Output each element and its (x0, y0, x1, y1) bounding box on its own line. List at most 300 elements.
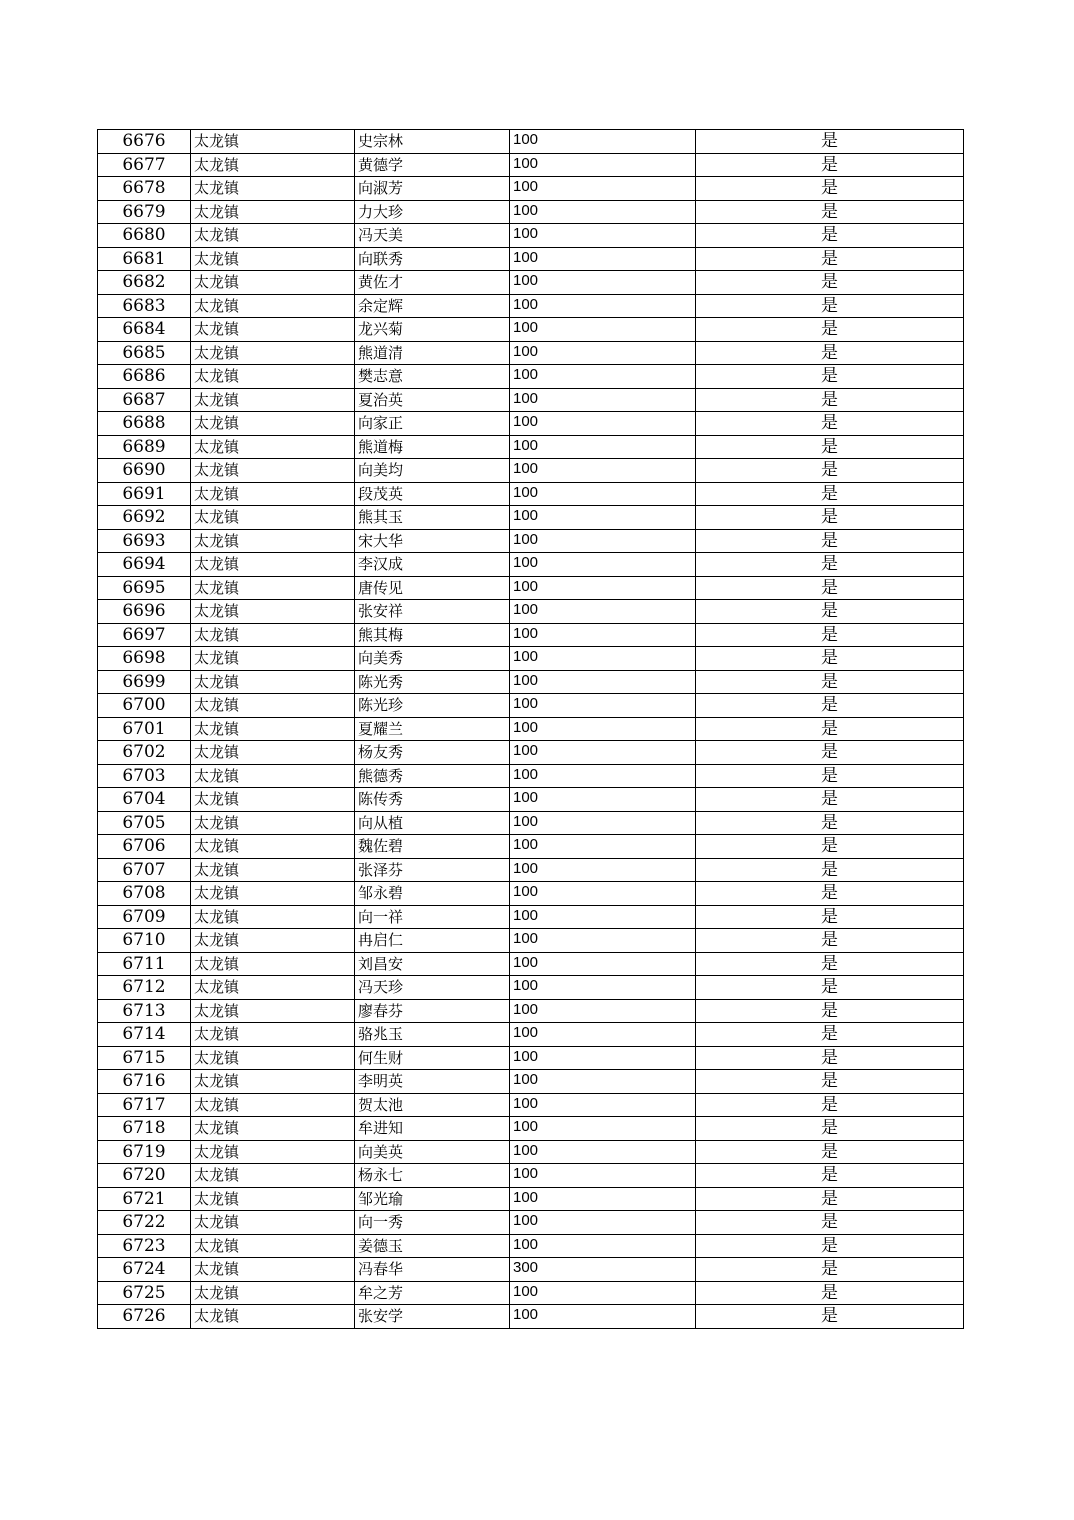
flag-cell: 是 (696, 177, 964, 201)
table-row (98, 647, 964, 671)
amount-cell: 100 (510, 976, 696, 1000)
amount-cell: 100 (510, 576, 696, 600)
row-number-cell: 6706 (98, 835, 191, 859)
name-cell: 向一祥 (355, 905, 510, 929)
town-cell: 太龙镇 (191, 1187, 355, 1211)
town-cell: 太龙镇 (191, 647, 355, 671)
table-row (98, 177, 964, 201)
row-number-cell: 6692 (98, 506, 191, 530)
row-number-cell: 6676 (98, 130, 191, 154)
amount-cell: 100 (510, 929, 696, 953)
amount-cell: 100 (510, 153, 696, 177)
town-cell: 太龙镇 (191, 717, 355, 741)
name-cell: 廖春芬 (355, 999, 510, 1023)
flag-cell: 是 (696, 1093, 964, 1117)
flag-cell: 是 (696, 905, 964, 929)
table-row (98, 200, 964, 224)
table-row (98, 788, 964, 812)
table-row (98, 529, 964, 553)
flag-cell: 是 (696, 1281, 964, 1305)
row-number-cell: 6721 (98, 1187, 191, 1211)
flag-cell: 是 (696, 365, 964, 389)
name-cell: 邹永碧 (355, 882, 510, 906)
row-number-cell: 6713 (98, 999, 191, 1023)
table-row (98, 318, 964, 342)
name-cell: 唐传见 (355, 576, 510, 600)
amount-cell: 100 (510, 224, 696, 248)
table-row (98, 388, 964, 412)
town-cell: 太龙镇 (191, 741, 355, 765)
flag-cell: 是 (696, 482, 964, 506)
town-cell: 太龙镇 (191, 153, 355, 177)
flag-cell: 是 (696, 576, 964, 600)
flag-cell: 是 (696, 788, 964, 812)
name-cell: 张安学 (355, 1305, 510, 1329)
table-row (98, 341, 964, 365)
amount-cell: 100 (510, 858, 696, 882)
flag-cell: 是 (696, 882, 964, 906)
town-cell: 太龙镇 (191, 482, 355, 506)
amount-cell: 100 (510, 1140, 696, 1164)
name-cell: 魏佐碧 (355, 835, 510, 859)
flag-cell: 是 (696, 294, 964, 318)
town-cell: 太龙镇 (191, 318, 355, 342)
table-row (98, 435, 964, 459)
row-number-cell: 6703 (98, 764, 191, 788)
row-number-cell: 6691 (98, 482, 191, 506)
town-cell: 太龙镇 (191, 1258, 355, 1282)
amount-cell: 100 (510, 529, 696, 553)
town-cell: 太龙镇 (191, 1117, 355, 1141)
town-cell: 太龙镇 (191, 412, 355, 436)
amount-cell: 300 (510, 1258, 696, 1282)
table-row (98, 1258, 964, 1282)
flag-cell: 是 (696, 717, 964, 741)
table-row (98, 882, 964, 906)
amount-cell: 100 (510, 1023, 696, 1047)
town-cell: 太龙镇 (191, 1211, 355, 1235)
town-cell: 太龙镇 (191, 835, 355, 859)
flag-cell: 是 (696, 459, 964, 483)
table-row (98, 294, 964, 318)
row-number-cell: 6699 (98, 670, 191, 694)
amount-cell: 100 (510, 271, 696, 295)
name-cell: 熊德秀 (355, 764, 510, 788)
name-cell: 陈光秀 (355, 670, 510, 694)
table-row (98, 670, 964, 694)
flag-cell: 是 (696, 670, 964, 694)
data-table (97, 129, 964, 1329)
name-cell: 牟之芳 (355, 1281, 510, 1305)
table-row (98, 1070, 964, 1094)
name-cell: 陈传秀 (355, 788, 510, 812)
row-number-cell: 6709 (98, 905, 191, 929)
town-cell: 太龙镇 (191, 130, 355, 154)
name-cell: 何生财 (355, 1046, 510, 1070)
town-cell: 太龙镇 (191, 1234, 355, 1258)
flag-cell: 是 (696, 1258, 964, 1282)
town-cell: 太龙镇 (191, 1140, 355, 1164)
town-cell: 太龙镇 (191, 388, 355, 412)
flag-cell: 是 (696, 224, 964, 248)
name-cell: 陈光珍 (355, 694, 510, 718)
table-row (98, 1164, 964, 1188)
name-cell: 冯天美 (355, 224, 510, 248)
amount-cell: 100 (510, 1164, 696, 1188)
row-number-cell: 6716 (98, 1070, 191, 1094)
flag-cell: 是 (696, 200, 964, 224)
row-number-cell: 6726 (98, 1305, 191, 1329)
amount-cell: 100 (510, 506, 696, 530)
amount-cell: 100 (510, 177, 696, 201)
amount-cell: 100 (510, 1211, 696, 1235)
row-number-cell: 6690 (98, 459, 191, 483)
table-row (98, 835, 964, 859)
town-cell: 太龙镇 (191, 1023, 355, 1047)
table-row (98, 130, 964, 154)
row-number-cell: 6683 (98, 294, 191, 318)
row-number-cell: 6688 (98, 412, 191, 436)
amount-cell: 100 (510, 647, 696, 671)
name-cell: 宋大华 (355, 529, 510, 553)
row-number-cell: 6702 (98, 741, 191, 765)
amount-cell: 100 (510, 459, 696, 483)
flag-cell: 是 (696, 1305, 964, 1329)
row-number-cell: 6714 (98, 1023, 191, 1047)
town-cell: 太龙镇 (191, 882, 355, 906)
flag-cell: 是 (696, 130, 964, 154)
table-row (98, 811, 964, 835)
row-number-cell: 6682 (98, 271, 191, 295)
table-row (98, 929, 964, 953)
town-cell: 太龙镇 (191, 1281, 355, 1305)
flag-cell: 是 (696, 341, 964, 365)
flag-cell: 是 (696, 1211, 964, 1235)
table-row (98, 1093, 964, 1117)
table-row (98, 1281, 964, 1305)
town-cell: 太龙镇 (191, 1305, 355, 1329)
flag-cell: 是 (696, 1070, 964, 1094)
flag-cell: 是 (696, 976, 964, 1000)
amount-cell: 100 (510, 741, 696, 765)
town-cell: 太龙镇 (191, 694, 355, 718)
table-row (98, 741, 964, 765)
name-cell: 刘昌安 (355, 952, 510, 976)
flag-cell: 是 (696, 247, 964, 271)
row-number-cell: 6707 (98, 858, 191, 882)
table-row (98, 1117, 964, 1141)
name-cell: 樊志意 (355, 365, 510, 389)
table-row (98, 482, 964, 506)
row-number-cell: 6700 (98, 694, 191, 718)
amount-cell: 100 (510, 1281, 696, 1305)
town-cell: 太龙镇 (191, 365, 355, 389)
town-cell: 太龙镇 (191, 1070, 355, 1094)
name-cell: 杨永七 (355, 1164, 510, 1188)
amount-cell: 100 (510, 365, 696, 389)
flag-cell: 是 (696, 318, 964, 342)
flag-cell: 是 (696, 435, 964, 459)
town-cell: 太龙镇 (191, 670, 355, 694)
town-cell: 太龙镇 (191, 764, 355, 788)
town-cell: 太龙镇 (191, 294, 355, 318)
amount-cell: 100 (510, 600, 696, 624)
table-row (98, 952, 964, 976)
row-number-cell: 6725 (98, 1281, 191, 1305)
table-row (98, 365, 964, 389)
table-row (98, 999, 964, 1023)
town-cell: 太龙镇 (191, 976, 355, 1000)
amount-cell: 100 (510, 1046, 696, 1070)
table-row (98, 576, 964, 600)
flag-cell: 是 (696, 1140, 964, 1164)
row-number-cell: 6711 (98, 952, 191, 976)
flag-cell: 是 (696, 811, 964, 835)
row-number-cell: 6704 (98, 788, 191, 812)
row-number-cell: 6693 (98, 529, 191, 553)
table-row (98, 905, 964, 929)
name-cell: 向联秀 (355, 247, 510, 271)
amount-cell: 100 (510, 623, 696, 647)
row-number-cell: 6717 (98, 1093, 191, 1117)
amount-cell: 100 (510, 294, 696, 318)
table-row (98, 1140, 964, 1164)
table-row (98, 764, 964, 788)
table-row (98, 153, 964, 177)
flag-cell: 是 (696, 929, 964, 953)
table-row (98, 1305, 964, 1329)
name-cell: 向美英 (355, 1140, 510, 1164)
name-cell: 冉启仁 (355, 929, 510, 953)
flag-cell: 是 (696, 529, 964, 553)
amount-cell: 100 (510, 553, 696, 577)
row-number-cell: 6684 (98, 318, 191, 342)
town-cell: 太龙镇 (191, 506, 355, 530)
amount-cell: 100 (510, 412, 696, 436)
amount-cell: 100 (510, 952, 696, 976)
name-cell: 张泽芬 (355, 858, 510, 882)
amount-cell: 100 (510, 482, 696, 506)
flag-cell: 是 (696, 506, 964, 530)
table-body (98, 130, 964, 1329)
name-cell: 向淑芳 (355, 177, 510, 201)
name-cell: 龙兴菊 (355, 318, 510, 342)
name-cell: 向一秀 (355, 1211, 510, 1235)
name-cell: 向家正 (355, 412, 510, 436)
table-row (98, 224, 964, 248)
flag-cell: 是 (696, 1117, 964, 1141)
flag-cell: 是 (696, 623, 964, 647)
amount-cell: 100 (510, 717, 696, 741)
table-row (98, 600, 964, 624)
amount-cell: 100 (510, 694, 696, 718)
row-number-cell: 6722 (98, 1211, 191, 1235)
table-row (98, 1211, 964, 1235)
town-cell: 太龙镇 (191, 529, 355, 553)
town-cell: 太龙镇 (191, 200, 355, 224)
name-cell: 杨友秀 (355, 741, 510, 765)
row-number-cell: 6724 (98, 1258, 191, 1282)
town-cell: 太龙镇 (191, 811, 355, 835)
town-cell: 太龙镇 (191, 929, 355, 953)
amount-cell: 100 (510, 1093, 696, 1117)
amount-cell: 100 (510, 341, 696, 365)
name-cell: 向美秀 (355, 647, 510, 671)
table-row (98, 858, 964, 882)
town-cell: 太龙镇 (191, 459, 355, 483)
name-cell: 余定辉 (355, 294, 510, 318)
town-cell: 太龙镇 (191, 1046, 355, 1070)
town-cell: 太龙镇 (191, 1093, 355, 1117)
row-number-cell: 6685 (98, 341, 191, 365)
row-number-cell: 6719 (98, 1140, 191, 1164)
name-cell: 冯春华 (355, 1258, 510, 1282)
table-row (98, 412, 964, 436)
flag-cell: 是 (696, 153, 964, 177)
amount-cell: 100 (510, 882, 696, 906)
row-number-cell: 6710 (98, 929, 191, 953)
flag-cell: 是 (696, 858, 964, 882)
row-number-cell: 6689 (98, 435, 191, 459)
amount-cell: 100 (510, 200, 696, 224)
row-number-cell: 6715 (98, 1046, 191, 1070)
name-cell: 熊道梅 (355, 435, 510, 459)
amount-cell: 100 (510, 1117, 696, 1141)
amount-cell: 100 (510, 1234, 696, 1258)
name-cell: 张安祥 (355, 600, 510, 624)
flag-cell: 是 (696, 412, 964, 436)
row-number-cell: 6723 (98, 1234, 191, 1258)
table-row (98, 694, 964, 718)
town-cell: 太龙镇 (191, 341, 355, 365)
name-cell: 熊其玉 (355, 506, 510, 530)
row-number-cell: 6687 (98, 388, 191, 412)
name-cell: 熊道清 (355, 341, 510, 365)
flag-cell: 是 (696, 1023, 964, 1047)
table-row (98, 271, 964, 295)
amount-cell: 100 (510, 1070, 696, 1094)
name-cell: 段茂英 (355, 482, 510, 506)
flag-cell: 是 (696, 835, 964, 859)
name-cell: 黄佐才 (355, 271, 510, 295)
row-number-cell: 6694 (98, 553, 191, 577)
row-number-cell: 6696 (98, 600, 191, 624)
flag-cell: 是 (696, 694, 964, 718)
row-number-cell: 6678 (98, 177, 191, 201)
town-cell: 太龙镇 (191, 177, 355, 201)
flag-cell: 是 (696, 600, 964, 624)
table-row (98, 976, 964, 1000)
name-cell: 夏治英 (355, 388, 510, 412)
flag-cell: 是 (696, 999, 964, 1023)
name-cell: 史宗林 (355, 130, 510, 154)
table-row (98, 459, 964, 483)
flag-cell: 是 (696, 647, 964, 671)
town-cell: 太龙镇 (191, 435, 355, 459)
amount-cell: 100 (510, 388, 696, 412)
row-number-cell: 6718 (98, 1117, 191, 1141)
name-cell: 力大珍 (355, 200, 510, 224)
name-cell: 夏耀兰 (355, 717, 510, 741)
flag-cell: 是 (696, 1187, 964, 1211)
flag-cell: 是 (696, 741, 964, 765)
row-number-cell: 6701 (98, 717, 191, 741)
name-cell: 骆兆玉 (355, 1023, 510, 1047)
table-row (98, 506, 964, 530)
town-cell: 太龙镇 (191, 623, 355, 647)
town-cell: 太龙镇 (191, 224, 355, 248)
flag-cell: 是 (696, 271, 964, 295)
flag-cell: 是 (696, 388, 964, 412)
name-cell: 向从植 (355, 811, 510, 835)
name-cell: 冯天珍 (355, 976, 510, 1000)
town-cell: 太龙镇 (191, 600, 355, 624)
name-cell: 姜德玉 (355, 1234, 510, 1258)
table-row (98, 553, 964, 577)
flag-cell: 是 (696, 952, 964, 976)
amount-cell: 100 (510, 435, 696, 459)
row-number-cell: 6698 (98, 647, 191, 671)
row-number-cell: 6680 (98, 224, 191, 248)
row-number-cell: 6679 (98, 200, 191, 224)
town-cell: 太龙镇 (191, 905, 355, 929)
amount-cell: 100 (510, 999, 696, 1023)
row-number-cell: 6677 (98, 153, 191, 177)
name-cell: 贺太池 (355, 1093, 510, 1117)
town-cell: 太龙镇 (191, 788, 355, 812)
amount-cell: 100 (510, 1305, 696, 1329)
town-cell: 太龙镇 (191, 858, 355, 882)
town-cell: 太龙镇 (191, 553, 355, 577)
table-row (98, 1187, 964, 1211)
name-cell: 李汉成 (355, 553, 510, 577)
amount-cell: 100 (510, 318, 696, 342)
row-number-cell: 6708 (98, 882, 191, 906)
town-cell: 太龙镇 (191, 952, 355, 976)
table-row (98, 717, 964, 741)
town-cell: 太龙镇 (191, 576, 355, 600)
table-row (98, 623, 964, 647)
town-cell: 太龙镇 (191, 999, 355, 1023)
town-cell: 太龙镇 (191, 271, 355, 295)
amount-cell: 100 (510, 1187, 696, 1211)
flag-cell: 是 (696, 764, 964, 788)
row-number-cell: 6720 (98, 1164, 191, 1188)
name-cell: 邹光瑜 (355, 1187, 510, 1211)
row-number-cell: 6695 (98, 576, 191, 600)
row-number-cell: 6681 (98, 247, 191, 271)
amount-cell: 100 (510, 835, 696, 859)
table-row (98, 1023, 964, 1047)
name-cell: 李明英 (355, 1070, 510, 1094)
name-cell: 牟进知 (355, 1117, 510, 1141)
name-cell: 向美均 (355, 459, 510, 483)
flag-cell: 是 (696, 553, 964, 577)
flag-cell: 是 (696, 1234, 964, 1258)
amount-cell: 100 (510, 130, 696, 154)
name-cell: 熊其梅 (355, 623, 510, 647)
amount-cell: 100 (510, 764, 696, 788)
name-cell: 黄德学 (355, 153, 510, 177)
flag-cell: 是 (696, 1164, 964, 1188)
table-row (98, 247, 964, 271)
row-number-cell: 6712 (98, 976, 191, 1000)
row-number-cell: 6705 (98, 811, 191, 835)
amount-cell: 100 (510, 905, 696, 929)
town-cell: 太龙镇 (191, 1164, 355, 1188)
flag-cell: 是 (696, 1046, 964, 1070)
row-number-cell: 6697 (98, 623, 191, 647)
